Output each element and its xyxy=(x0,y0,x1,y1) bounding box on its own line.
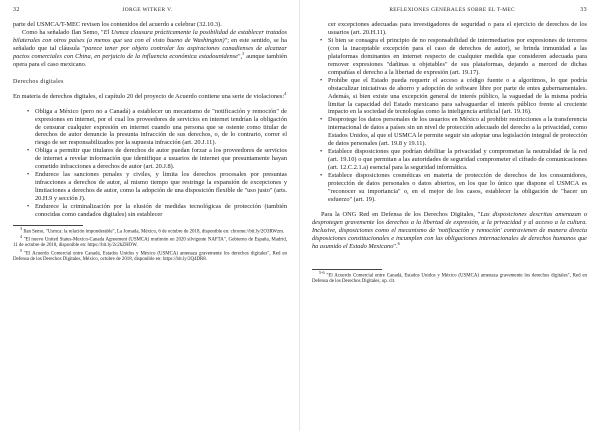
list-item: • Obliga a México (pero no a Canadá) a establecer un mecanismo de "notificación y remoción" de expresiones en internet, por el cual los proveedores de servicios en internet tendrían la obligación de censurar cualquier expresión en internet cuando una persona que se ostente como titular de derechos de autor denuncie la presunta infracción de sus derechos, o, de lo contrario, correr el riesgo de ser responsabilizados por la supuesta infracción (art. 20.J.11). xyxy=(35,108,287,148)
running-head xyxy=(312,7,587,21)
right-page-body xyxy=(312,21,587,251)
list-item: • Endurece las sanciones penales y civiles, y limita los derechos procesales por presuntas infracciones a derechos de autor, al mismo tiempo que restringe la expansión de excepciones y limitaciones a derechos de autor, como la adopción de una disposición flexible de "uso justo" (arts. 20.H.9 y sección J). xyxy=(35,171,287,203)
list-item: • Establece disposiciones que podrían debilitar la privacidad y comprometan la neutralidad de la red (art. 19.10) o que permitan a las autoridades de seguridad comprometer el cifrado de comunicaciones (art. 12.C.2.1.a) esencial para la seguridad informática. xyxy=(328,148,587,172)
footnote-text: "El Acuerdo Comercial entre Canadá, Estados Unidos y México (USMCA) amenaza gravemente los derechos digitales", Red en Defensa de los Derechos Digitales, México, octubre de 2018, disponible en: https://bit.ly/2Q4DR8. xyxy=(13,251,287,263)
running-head-title: JORGE WITKER V. xyxy=(122,7,173,13)
text-run: Como ha señalado Ilan Semo, " xyxy=(22,28,104,36)
paragraph-intro xyxy=(13,90,287,101)
paragraph-closing-quote xyxy=(312,211,587,251)
text-run: "; en este sentido, se ha señalado que tal cláusula " xyxy=(13,36,287,52)
paragraph-continuation: cer excepciones adecuadas para investigadores de seguridad o para el ejercicio de derechos de los usuarios (art. 20.H.11). xyxy=(328,21,587,36)
list-item: • Desprotege los datos personales de los usuarios en México al prohibir restricciones a la transferencia internacional de datos a países sin un nivel de protección adecuado del derecho a la privacidad, como Estados Unidos, al que el USMCA le permite seguir sin adoptar una legislación integral de protección de datos personales (art. 19.8 y 19.11). xyxy=(328,116,587,148)
left-page-body xyxy=(13,21,287,219)
text-run: ". xyxy=(393,242,398,250)
footnote-mark: 4 xyxy=(20,233,23,239)
list-item: • Obliga a permitir que titulares de derechos de autor puedan forzar a los proveedores de servicios de internet a revelar información que identifique a usuarios de internet que presuntamente hayan cometido infracciones a derechos de autor (art. 20.J.8). xyxy=(35,147,287,171)
text-run: aunque también opera para el caso mexicano. xyxy=(13,52,287,68)
right-page xyxy=(300,0,600,431)
list-item: • Prohíbe que el Estado pueda requerir el acceso a código fuente o a algoritmos, lo que podría obstaculizar iniciativas de ahorro y adopción de software libre por parte de entes gubernamentales. Además, si bien existe una excepción general de interés público, la vaguedad de la misma podría limitar la capacidad del Estado mexicano para salvaguardar el interés público frente al creciente impacto en la sociedad de tecnologías como la inteligencia artificial (art. 19.16). xyxy=(328,77,587,117)
footnote xyxy=(312,269,587,286)
paragraph: parte del USMCA/T-MEC revisen los contenidos del acuerdo a celebrar (32.10.3). xyxy=(13,21,222,28)
footnote-text: "El nuevo United States-Mexico-Canada Agreement (USMCA) mutimón en 2020 silvigente NAFTA", Gobierno de España, Madrid, 11 de octubre de 2018, disponible en: https://bit.ly/2c2kZHOW. xyxy=(13,237,287,249)
italic-quote: El Usmca clausura prácticamente la posibilidad de establecer tratados bilaterales con otros países (a menos que sea con el visto bueno de Washington) xyxy=(13,28,287,44)
paragraph-semo-quote xyxy=(13,29,287,69)
list-item: • Endurece la criminalización por la elusión de medidas tecnológicas de protección (también conocidas como candados digitales) sin establecer xyxy=(35,203,287,219)
footnote-mark: 3 xyxy=(20,225,23,231)
footnote-text: "El Acuerdo Comercial entre Canadá, Estados Unidos y México (USMCA) amenaza gravemente los derechos digitales", Red en Defensa de los Derechos Digitales, op. cit. xyxy=(312,273,587,285)
footnote-mark: 5 xyxy=(20,247,23,253)
footnote xyxy=(13,233,287,250)
violations-list xyxy=(13,108,287,219)
running-head xyxy=(13,7,287,21)
footnote-ref[interactable]: 4 xyxy=(284,90,287,96)
footnote-rule xyxy=(13,225,83,226)
footnote-mark: 5-6 xyxy=(319,269,325,275)
footnote-ref[interactable]: 3 xyxy=(242,50,245,56)
list-item: • Establece disposiciones cosméticas en materia de protección de derechos de los consumidores, protección de datos personales o datos abiertos, en los que lo único que dispone el USMCA es "reconocer su importancia" o, en el mejor de los casos, establecer la obligación de "hacer un esfuerzo" (art. 19). xyxy=(328,172,587,204)
text-run: En materia de derechos digitales, el capítulo 20 del proyecto de Acuerdo contiene una serie de violaciones: xyxy=(13,92,285,100)
footnotes xyxy=(13,225,287,263)
italic-quote: parece tener por objeto controlar las aspiraciones canadienses de alcanzar pactos comerciales con China, en perjuicio de la influencia económica estadounidense xyxy=(13,44,287,60)
page-number: 32 xyxy=(13,7,20,13)
footnote-ref[interactable]: 6 xyxy=(397,240,400,246)
list-item: • Si bien se consagra el principio de no responsabilidad de intermediarios por expresiones de terceros (con la inaceptable excepción para el caso de derechos de autor), se brinda inmunidad a las plataformas dominantes en internet respecto de cualquier medida que consideren adecuada para remover expresiones "dañinas u objetables" de sus plataformas, dejando a merced de dichas compañías el derecho a la libertad de expresión (art. 19.17). xyxy=(328,37,587,77)
section-heading: Derechos digitales xyxy=(13,78,64,85)
footnote xyxy=(13,247,287,264)
text-run: ", xyxy=(237,52,243,60)
text-run: Para la ONG Red en Defensa de los Derechos Digitales, " xyxy=(321,210,481,218)
running-head-title: REFLEXIONES GENERALES SOBRE EL T-MEC xyxy=(389,7,515,13)
footnote xyxy=(13,225,287,236)
violations-list-continued xyxy=(312,37,587,204)
footnotes xyxy=(312,269,587,286)
page-number: 33 xyxy=(580,7,587,13)
italic-quote: Las disposiciones descritas amenazan o desprotegen gravemente los derechos a la libertad de expresión, a la privacidad y al acceso a la cultura. Inclusive, disposiciones como el mecanismo de 'notificación y remoción' contravienen de manera directa disposiciones constitucionales e incumplen con las obligaciones internacionales de derechos humanos que ha asumido el Estado Mexicano xyxy=(312,210,587,250)
footnote-text: Ilan Semo, "Usmca: la relación imponderable", La Jornada, México, 6 de octubre de 2018, disponible en: chrome://bit.ly/2O3RWzm. xyxy=(23,229,285,235)
